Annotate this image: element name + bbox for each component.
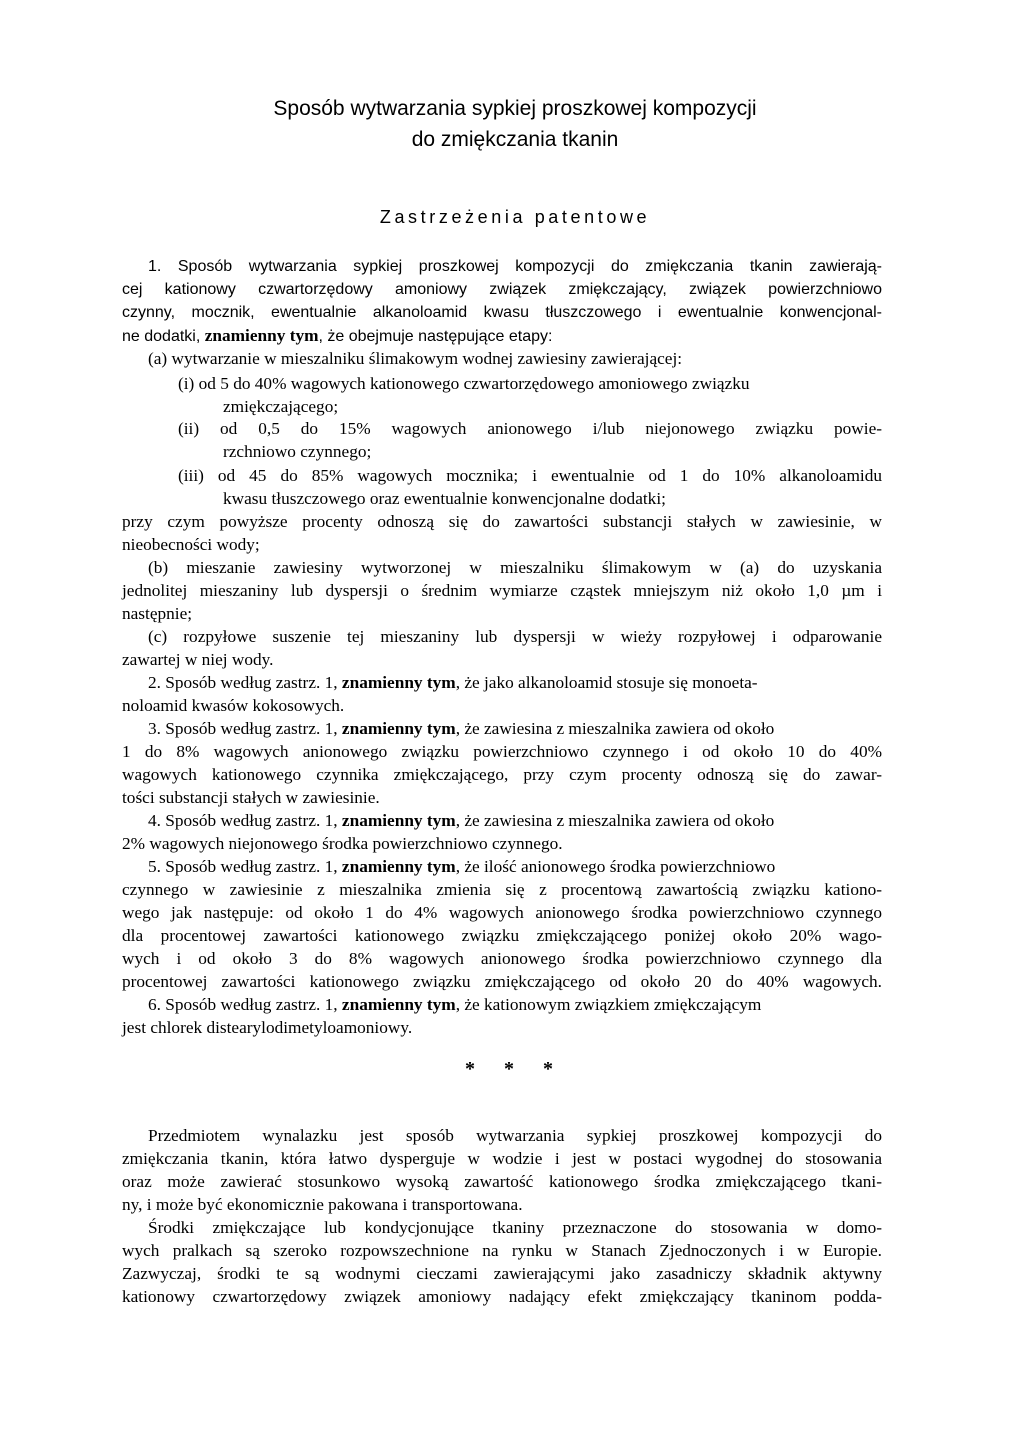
- title-line-2: do zmiękczania tkanin: [411, 128, 619, 151]
- claim-line: wego jak następuje: od około 1 do 4% wagowych anionowego środka powierzchniowo czynnego: [122, 903, 882, 922]
- text-run: , że obejmuje następujące etapy:: [318, 328, 553, 345]
- emphasis-text: znamienny tym: [341, 811, 456, 830]
- claim-line: (i) od 5 do 40% wagowych kationowego czwartorzędowego amoniowego związku: [178, 374, 750, 393]
- claim-line: [148, 994, 761, 1016]
- text-run: , że ilość anionowego środka powierzchniowo: [455, 857, 776, 876]
- claim-line: nieobecności wody;: [122, 535, 260, 554]
- claim-line: następnie;: [122, 604, 193, 623]
- claim-line: (ii) od 0,5 do 15% wagowych anionowego i/lub niejonowego związku powie-: [178, 419, 882, 438]
- claim-line: (iii) od 45 do 85% wagowych mocznika; i ewentualnie od 1 do 10% alkanoloamidu: [178, 466, 882, 485]
- text-run: 5. Sposób według zastrz. 1,: [148, 857, 342, 876]
- body-line: oraz może zawierać stosunkowo wysoką zawartość kationowego środka zmiękczającego tkani-: [122, 1172, 882, 1191]
- claim-line: [148, 672, 758, 694]
- claim-line: (b) mieszanie zawiesiny wytworzonej w mieszalniku ślimakowym w (a) do uzyskania: [148, 558, 882, 577]
- text-run: , że jako alkanoloamid stosuje się monoeta-: [455, 673, 758, 692]
- text-run: , że zawiesina z mieszalnika zawiera od około: [455, 811, 775, 830]
- body-line: zmiękczania tkanin, która łatwo dysperguje w wodzie i jest w postaci wygodnej do stosowania: [122, 1149, 882, 1168]
- text-run: 4. Sposób według zastrz. 1,: [148, 811, 342, 830]
- claims-heading: Zastrzeżenia patentowe: [379, 207, 651, 227]
- claim-line: przy czym powyższe procenty odnoszą się do zawartości substancji stałych w zawiesinie, w: [122, 512, 882, 531]
- claim-line: tości substancji stałych w zawiesinie.: [122, 788, 380, 807]
- text-run: , że zawiesina z mieszalnika zawiera od około: [455, 719, 775, 738]
- claim-line: rzchniowo czynnego;: [223, 442, 372, 461]
- claim-line: jest chlorek distearylodimetyloamoniowy.: [122, 1018, 413, 1037]
- claim-line: 2% wagowych niejonowego środka powierzchniowo czynnego.: [122, 834, 563, 853]
- claim-line: zawartej w niej wody.: [122, 650, 274, 669]
- claim-line: czynny, mocznik, ewentualnie alkanoloamid kwasu tłuszczowego i ewentualnie konwencjonal-: [122, 304, 882, 321]
- claim-line: cej kationowy czwartorzędowy amoniowy związek zmiękczający, związek powierzchniowo: [122, 281, 882, 298]
- claim-line: [148, 718, 774, 740]
- document-title: [150, 93, 880, 155]
- body-line: Zazwyczaj, środki te są wodnymi cieczami zawierającymi jako zasadniczy składnik aktywny: [122, 1264, 882, 1283]
- claim-line: (a) wytwarzanie w mieszalniku ślimakowym wodnej zawiesiny zawierającej:: [148, 349, 683, 368]
- claim-line: wagowych kationowego czynnika zmiękczającego, przy czym procenty odnoszą się do zawar-: [122, 765, 882, 784]
- claim-line: [122, 325, 552, 348]
- emphasis-text: znamienny tym: [341, 719, 456, 738]
- claim-line: zmiękczającego;: [223, 397, 339, 416]
- emphasis-text: znamienny tym: [204, 326, 319, 345]
- emphasis-text: znamienny tym: [341, 995, 456, 1014]
- claim-line: wych i od około 3 do 8% wagowych anionowego środka powierzchniowo czynnego dla: [122, 949, 882, 968]
- body-line: wych pralkach są szeroko rozpowszechnione na rynku w Stanach Zjednoczonych i w Europie.: [122, 1241, 882, 1260]
- text-run: ne dodatki,: [122, 328, 205, 345]
- claim-line: kwasu tłuszczowego oraz ewentualnie konwencjonalne dodatki;: [223, 489, 666, 508]
- claim-line: czynnego w zawiesinie z mieszalnika zmienia się z procentową zawartością związku kationo-: [122, 880, 882, 899]
- title-line-1: Sposób wytwarzania sypkiej proszkowej kompozycji: [273, 97, 757, 120]
- claim-line: noloamid kwasów kokosowych.: [122, 696, 345, 715]
- claim-line: 1. Sposób wytwarzania sypkiej proszkowej kompozycji do zmiękczania tkanin zawierają-: [148, 258, 882, 275]
- section-separator: * * *: [465, 1058, 565, 1080]
- emphasis-text: znamienny tym: [341, 857, 456, 876]
- claim-line: (c) rozpyłowe suszenie tej mieszaniny lub dyspersji w wieży rozpyłowej i odparowanie: [148, 627, 882, 646]
- text-run: 3. Sposób według zastrz. 1,: [148, 719, 342, 738]
- claim-line: [148, 856, 775, 878]
- body-line: Przedmiotem wynalazku jest sposób wytwarzania sypkiej proszkowej kompozycji do: [148, 1126, 882, 1145]
- body-line: ny, i może być ekonomicznie pakowana i transportowana.: [122, 1195, 523, 1214]
- text-run: 2. Sposób według zastrz. 1,: [148, 673, 342, 692]
- claim-line: dla procentowej zawartości kationowego związku zmiękczającego poniżej około 20% wago-: [122, 926, 882, 945]
- claim-line: 1 do 8% wagowych anionowego związku powierzchniowo czynnego i od około 10 do 40%: [122, 742, 882, 761]
- body-line: kationowy czwartorzędowy związek amoniowy nadający efekt zmiękczający tkaninom podda-: [122, 1287, 882, 1306]
- text-run: , że kationowym związkiem zmiękczającym: [455, 995, 762, 1014]
- body-line: Środki zmiękczające lub kondycjonujące tkaniny przeznaczone do stosowania w domo-: [148, 1218, 882, 1237]
- claim-line: procentowej zawartości kationowego związku zmiękczającego od około 20 do 40% wagowych.: [122, 972, 882, 991]
- emphasis-text: znamienny tym: [341, 673, 456, 692]
- claim-line: [148, 810, 774, 832]
- claim-line: jednolitej mieszaniny lub dyspersji o średnim wymiarze cząstek mniejszym niż około 1,0 µm i: [122, 581, 882, 600]
- text-run: 6. Sposób według zastrz. 1,: [148, 995, 342, 1014]
